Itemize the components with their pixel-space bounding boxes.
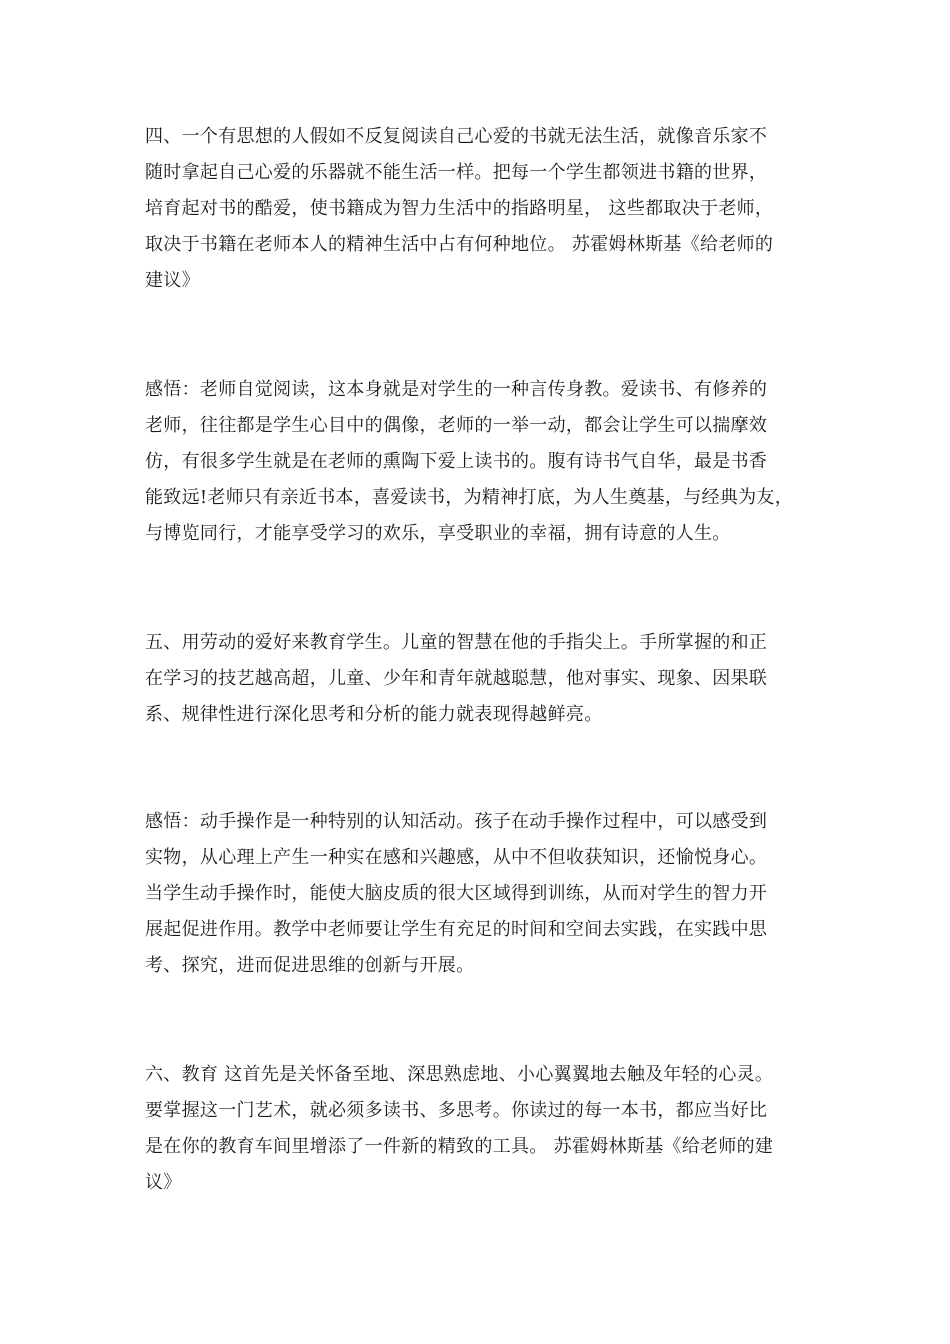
text-line: 老师，往往都是学生心目中的偶像，老师的一举一动，都会让学生可以揣摩效 xyxy=(145,415,768,436)
text-line: 实物，从心理上产生一种实在感和兴趣感，从中不但收获知识，还愉悦身心。 xyxy=(145,847,768,868)
text-line: 取决于书籍在老师本人的精神生活中占有何种地位。 苏霍姆林斯基《给老师的 xyxy=(145,234,774,255)
text-line: 培育起对书的酷爱，使书籍成为智力生活中的指路明星， 这些都取决于老师， xyxy=(145,198,774,219)
text-line: 是在你的教育车间里增添了一件新的精致的工具。 苏霍姆林斯基《给老师的建 xyxy=(145,1136,774,1157)
paragraph-reflection-handson xyxy=(145,804,815,984)
text-line: 六、教育 这首先是关怀备至地、深思熟虑地、小心翼翼地去触及年轻的心灵。 xyxy=(145,1064,774,1085)
text-line: 建议》 xyxy=(145,270,200,291)
paragraph-section-five xyxy=(145,625,815,733)
paragraph-section-six xyxy=(145,1057,815,1201)
paragraph-section-four xyxy=(145,119,815,299)
text-line: 展起促进作用。教学中老师要让学生有充足的时间和空间去实践，在实践中思 xyxy=(145,919,768,940)
text-line: 能致远!老师只有亲近书本，喜爱读书，为精神打底，为人生奠基，与经典为友， xyxy=(145,487,794,508)
text-line: 系、规律性进行深化思考和分析的能力就表现得越鲜亮。 xyxy=(145,704,603,725)
text-line: 当学生动手操作时，能使大脑皮质的很大区域得到训练，从而对学生的智力开 xyxy=(145,883,768,904)
text-line: 议》 xyxy=(145,1172,182,1193)
text-line: 感悟：老师自觉阅读，这本身就是对学生的一种言传身教。爱读书、有修养的 xyxy=(145,379,768,400)
text-line: 感悟：动手操作是一种特别的认知活动。孩子在动手操作过程中，可以感受到 xyxy=(145,811,768,832)
text-line: 仿，有很多学生就是在老师的熏陶下爱上读书的。腹有诗书气自华，最是书香 xyxy=(145,451,768,472)
text-line: 在学习的技艺越高超，儿童、少年和青年就越聪慧，他对事实、现象、因果联 xyxy=(145,668,768,689)
text-line: 考、探究，进而促进思维的创新与开展。 xyxy=(145,955,475,976)
text-line: 四、一个有思想的人假如不反复阅读自己心爱的书就无法生活，就像音乐家不 xyxy=(145,126,768,147)
text-line: 五、用劳动的爱好来教育学生。儿童的智慧在他的手指尖上。手所掌握的和正 xyxy=(145,632,768,653)
text-line: 要掌握这一门艺术，就必须多读书、多思考。你读过的每一本书，都应当好比 xyxy=(145,1100,768,1121)
paragraph-reflection-reading xyxy=(145,372,815,552)
text-line: 与博览同行，才能享受学习的欢乐，享受职业的幸福，拥有诗意的人生。 xyxy=(145,523,731,544)
text-line: 随时拿起自己心爱的乐器就不能生活一样。把每一个学生都领进书籍的世界， xyxy=(145,162,768,183)
